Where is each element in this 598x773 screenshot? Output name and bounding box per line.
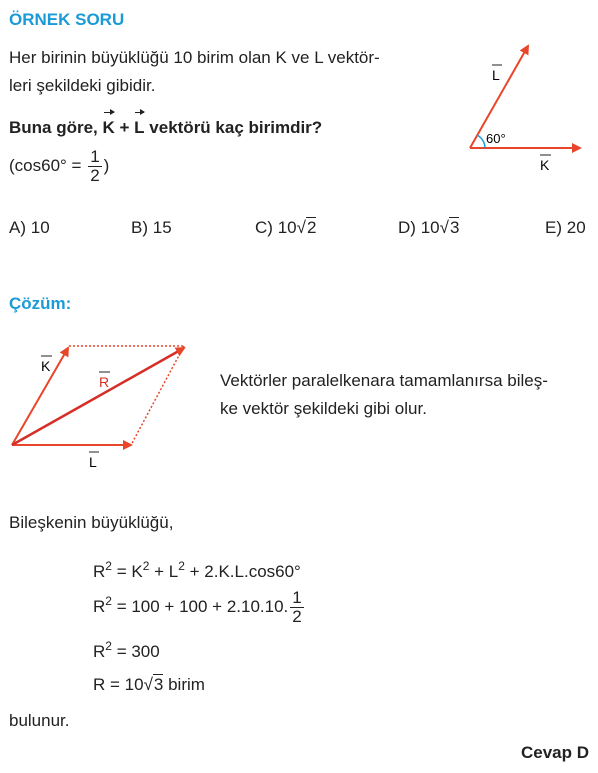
question-prompt: Buna göre, K + L vektörü kaç birimdir? [9, 115, 322, 141]
angle-arc [477, 135, 485, 148]
figure1-angle-label: 60° [486, 131, 506, 146]
question-line-1: Her birinin büyüklüğü 10 birim olan K ve L vektör- [9, 48, 380, 67]
figure1-label-l: L [492, 67, 500, 83]
solution-intro: Bileşkenin büyüklüğü, [9, 513, 174, 532]
figure2-label-l: L [89, 454, 97, 470]
vector-l-symbol: L [134, 115, 144, 141]
example-heading: ÖRNEK SORU [9, 10, 125, 29]
solution-desc-line-1: Vektörler paralelkenara tamamlanırsa bileş- [220, 371, 548, 390]
vector-r-arrow [12, 348, 184, 445]
choice-e[interactable]: E) 20 [545, 218, 586, 237]
vector-figure-1 [460, 38, 590, 178]
figure2-label-k: K [41, 358, 51, 374]
solution-desc-line-2: ke vektör şekildeki gibi olur. [220, 399, 427, 418]
dotted-side-right [131, 346, 184, 445]
parallelogram-figure [6, 338, 196, 473]
hint-fraction: $\frac{1}{2}$ [90, 147, 100, 185]
figure2-label-r: R [99, 374, 110, 390]
equation-1: $R^2 = K^2 + L^2 + 2.K.L.\cos 60^\circ$ [93, 559, 301, 581]
choice-d[interactable]: D) 10√3 [398, 218, 460, 237]
answer-label: Cevap D [520, 743, 589, 762]
figure1-label-k: K [540, 157, 550, 173]
equation-2-fraction: $\frac{1}{2}$ [292, 588, 302, 627]
choice-c[interactable]: C) 10√2 [255, 218, 317, 237]
question-line-2: leri şekildeki gibidir. [9, 76, 156, 95]
sqrt-symbol: √3 [143, 675, 164, 694]
cos-hint: (cos60° = $\frac{1}{2}$ ) [9, 147, 110, 185]
equation-2: $R^2 = 100 + 100 + 2.10.10$. $\frac{1}{2}$ [93, 588, 302, 627]
solution-heading: Çözüm: [9, 294, 72, 313]
equation-4: R = 10√3 birim [93, 672, 205, 698]
sqrt-symbol: √3 [439, 218, 460, 237]
choice-a[interactable]: A) 10 [9, 218, 50, 237]
sqrt-symbol: √2 [296, 218, 317, 237]
vector-k-symbol: K [103, 115, 115, 141]
solution-outro: bulunur. [9, 711, 70, 730]
choice-b[interactable]: B) 15 [131, 218, 172, 237]
equation-3: $R^2 = 300$ [93, 639, 160, 661]
